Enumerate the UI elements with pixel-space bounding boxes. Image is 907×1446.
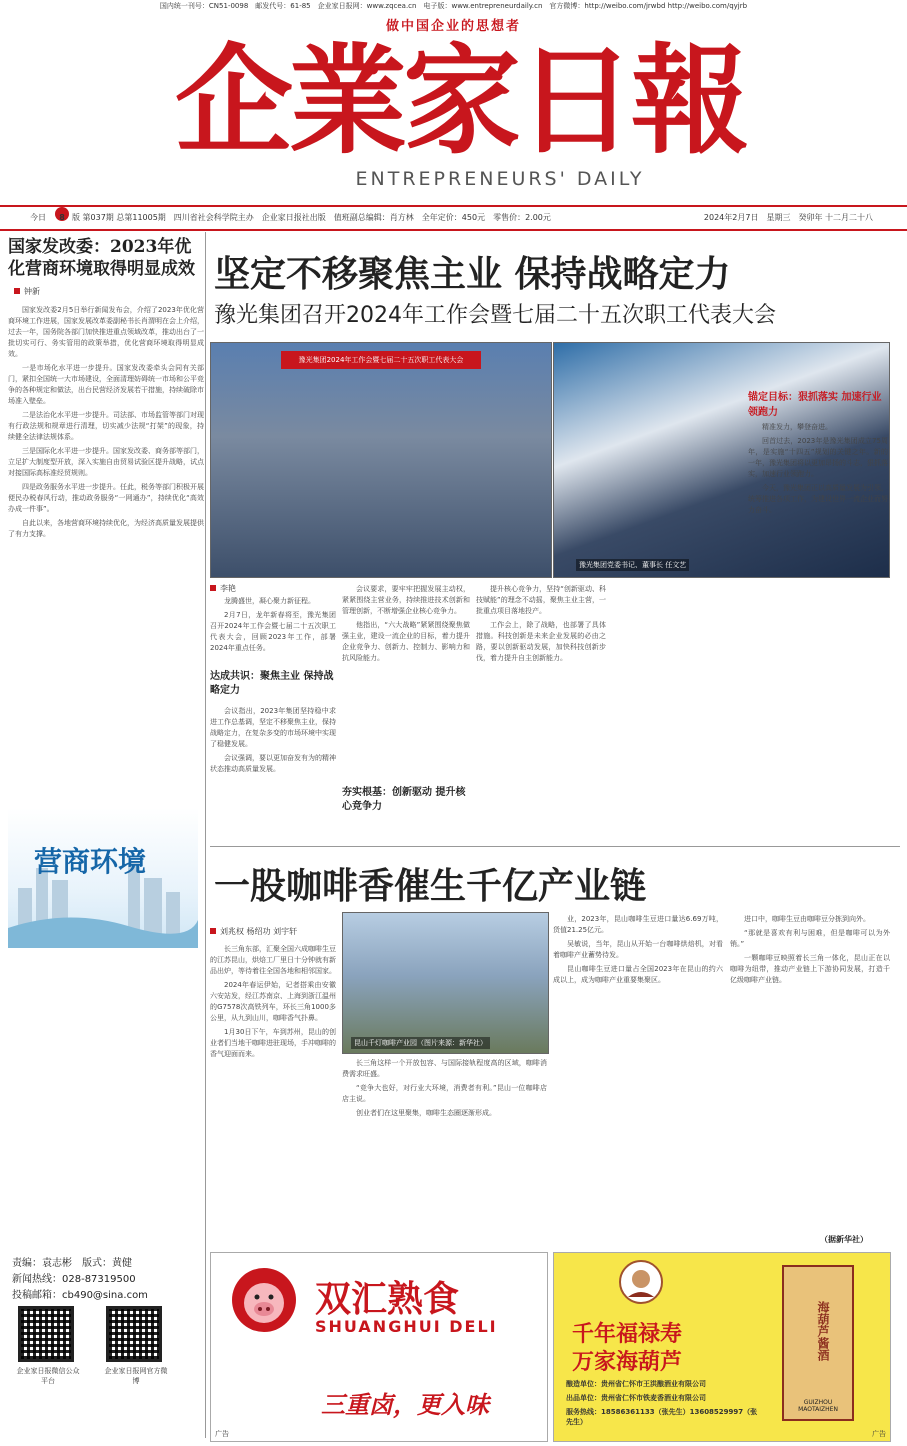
bottle-label: GUIZHOU MAOTAIZHEN (798, 1399, 838, 1413)
second-col-4 (730, 914, 890, 989)
second-paragraph: 创业者们在这里聚集，咖啡生态圈逐渐形成。 (356, 1109, 496, 1117)
column-divider (205, 232, 206, 1438)
masthead-english: ENTREPRENEURS' DAILY (355, 168, 645, 190)
main-col-1 (210, 596, 336, 657)
second-paragraph: 昆山咖啡生豆进口量占全国2023年在昆山的约六成以上，成为咖啡产业重要集聚区。 (553, 965, 723, 984)
shuanghui-ad[interactable] (210, 1252, 548, 1442)
ad-company-1: 酿造单位：贵州省仁怀市王洪酿酒业有限公司 (566, 1380, 706, 1388)
main-col-2 (342, 584, 470, 667)
sidebar-column (8, 236, 204, 543)
second-paragraph: “竞争大也好，对行业大环境，消费者有利。”昆山一位咖啡店店主说。 (342, 1084, 547, 1103)
main-paragraph: 工作会上，除了战略，也部署了具体措施。科技创新是未来企业发展的必由之路，要以创新驱动发展，加快科技创新步伐，着力提升自主创新能力。 (476, 621, 606, 662)
section-logo-text: 营商环境 (34, 845, 147, 878)
second-col-1 (210, 944, 336, 1063)
sidebar-byline: 钟新 (14, 286, 204, 297)
ad-hotline: 服务热线：18586361133（张先生）13608529997（张先生） (566, 1408, 758, 1426)
ad-brand-en: SHUANGHUI DELI (315, 1317, 498, 1336)
issue-date: 2024年2月7日 星期三 癸卯年 十二月二十八 (703, 213, 873, 222)
meeting-photo (210, 342, 552, 578)
liquor-bottle (782, 1265, 854, 1421)
header-top-line: 国内统一刊号：CN51-0098 邮发代号：61-85 企业家日报网：www.zqcea.cn 电子版：www.entrepreneurdaily.cn 官方微博：http://weibo.com/jrwbd http://weibo.com/qyjrb (159, 2, 748, 10)
second-paragraph: 1月30日下午，车到苏州，昆山的创业者们当地干咖啡进驻现场，手冲咖啡的香气迎面而来。 (210, 1028, 336, 1058)
second-headline: 一股咖啡香催生千亿产业链 (214, 865, 647, 907)
story-divider (210, 846, 900, 847)
main-paragraph: 今天，豫光集团正以高质量发展为引领，统筹推进各项工作，为建设世界一流企业而努力奋斗。 (748, 484, 888, 514)
ad-title-1: 千年福禄寿 (572, 1322, 683, 1347)
second-byline: 刘兆权 杨绍功 刘宇轩 (210, 926, 297, 937)
longevity-seal-icon (618, 1259, 664, 1305)
sidebar-paragraph: 一是市场化水平进一步提升。国家发改委牵头会同有关部门，紧扣全国统一大市场建设，全面清理妨碍统一市场和公平竞争的各种规定和做法，出台民营经济发展若干措施，持续破除市场准入壁垒。 (8, 364, 204, 405)
editor-credit: 责编：袁志彬 版式：黄健 (12, 1258, 132, 1269)
main-col-1b (210, 706, 336, 778)
main-paragraph: 会议要求，要牢牢把握发展主动权，紧紧围绕主营业务，持续推进技术创新和管理创新，不断增强企业核心竞争力。 (342, 585, 470, 615)
main-paragraph: 2月7日，龙年新春将至，豫光集团召开2024年工作会暨七届二十五次职工代表大会，回顾2023年工作，部署2024年重点任务。 (210, 611, 336, 652)
second-paragraph: 进口中，咖啡生豆由咖啡豆分拣到向外。 (744, 915, 870, 923)
second-paragraph: 吴敏说，当年，昆山从开始一台咖啡烘焙机，对看着咖啡产业蓄势待发。 (553, 940, 723, 959)
main-paragraph: 回首过去，2023年是豫光集团成立75周年，是实施“十四五”规划的关键之年。新的一年，豫光集团将以更加昂扬的斗志，狠抓落实，加速行业领跑力。 (748, 437, 888, 478)
pig-logo-icon (229, 1265, 299, 1335)
second-paragraph: 长三角这样一个开放包容、与国际接轨程度高的区域，咖啡消费需求旺盛。 (342, 1059, 547, 1078)
main-paragraph: 龙腾盛世，凝心聚力新征程。 (224, 597, 315, 605)
news-hotline: 新闻热线：028-87319500 (12, 1274, 136, 1285)
today-label: 今日 (30, 213, 46, 222)
slogan: 做中国企业的思想者 (385, 19, 521, 34)
second-source: （据新华社） (820, 1235, 868, 1244)
main-subhead-1: 达成共识：聚焦主业 保持战略定力 (210, 671, 334, 696)
main-paragraph: 会议指出，2023年集团坚持稳中求进工作总基调，坚定不移聚焦主业，保持战略定力，在复杂多变的市场环境中实现了稳健发展。 (210, 707, 336, 748)
second-paragraph: 长三角东部，汇聚全国六成咖啡生豆的江苏昆山，烘焙工厂里日十分钟就有新品出炉，等待着往全国各地和相邻国家。 (210, 945, 336, 975)
haihulu-ad[interactable] (553, 1252, 891, 1442)
main-subheadline: 豫光集团召开2024年工作会暨七届二十五次职工代表大会 (214, 303, 776, 328)
second-paragraph: “那就是喜欢有利与困难，但是咖啡可以为外销。” (730, 929, 890, 948)
masthead-title: 企業家日報 (174, 31, 745, 170)
main-paragraph: 会议强调，要以更加奋发有为的精神状态推动高质量发展。 (210, 754, 336, 773)
second-paragraph: 一颗咖啡豆映照着长三角一体化，昆山正在以咖啡为纽带，推动产业链上下游协同发展，打造千亿级咖啡产业链。 (730, 954, 890, 984)
main-headline: 坚定不移聚焦主业 保持战略定力 (214, 253, 731, 295)
weibo-qr-code[interactable] (106, 1306, 162, 1362)
edition-info: 版 第037期 总第11005期 四川省社会科学院主办 企业家日报社出版 值班副总编辑：肖方林 全年定价：450元 零售价：2.00元 (72, 213, 551, 222)
sidebar-paragraph: 二是法治化水平进一步提升。司法部、市场监管等部门对现有行政法规和规章进行清理，切实减少法规“打架”的现象，持续健全法律法规体系。 (8, 411, 204, 441)
wechat-qr-code[interactable] (18, 1306, 74, 1362)
contact-box (12, 1256, 200, 1304)
section-logo-box (8, 808, 198, 948)
masthead-logo (150, 31, 770, 170)
second-paragraph: 2024年春运伊始，记者搭乘由安徽六安站发，经江苏南京、上海到浙江温州的G7578次高铁列车，环长三角1000多公里，从九到山川，咖啡香气扑鼻。 (210, 981, 336, 1022)
ad-label: 广告 (215, 1430, 229, 1438)
coffee-photo-caption: 昆山千灯咖啡产业园（图片来源：新华社） (351, 1037, 490, 1049)
main-col-4 (748, 422, 888, 519)
qr-label-wechat: 企业家日报微信公众平台 (16, 1367, 80, 1385)
speaker-caption: 豫光集团党委书记、董事长 任文艺 (576, 559, 689, 571)
sidebar-body (8, 305, 204, 540)
sidebar-title: 国家发改委：2023年优化营商环境取得明显成效 (8, 237, 195, 279)
sidebar-paragraph: 四是政务服务水平进一步提升。任此，税务等部门积极开展便民办税春风行动，推动政务服务“一网通办”，持续优化“高效办成一件事”。 (8, 483, 204, 513)
second-col-3 (553, 914, 723, 989)
ad-title-2: 万家海葫芦 (572, 1350, 683, 1375)
ad-slogan: 三重卤，更入味 (321, 1390, 489, 1419)
main-paragraph: 提升核心竞争力，坚持“创新驱动、科技赋能”的理念不动摇，聚焦主业主营，一批重点项目落地投产。 (476, 585, 606, 615)
submission-email[interactable]: 投稿邮箱：cb490@sina.com (12, 1290, 148, 1301)
main-paragraph: 他指出，“六大战略”紧紧围绕聚焦做强主业，建设一流企业的目标，着力提升企业竞争力、创新力、控制力、影响力和抗风险能力。 (342, 621, 470, 662)
sidebar-paragraph: 三是国际化水平进一步提升。国家发改委、商务部等部门，立足扩大制度型开放，深入实施自由贸易试验区提升战略，试点对接国际高标准经贸规则。 (8, 447, 204, 477)
main-subhead-2: 夯实根基：创新驱动 提升核心竞争力 (342, 787, 466, 812)
coffee-park-photo (342, 912, 549, 1054)
main-subhead-3: 锚定目标：狠抓落实 加速行业领跑力 (748, 392, 882, 418)
main-byline: 李艳 (210, 583, 236, 594)
sidebar-paragraph: 自此以来，各地营商环境持续优化，为经济高质量发展提供了有力支撑。 (8, 519, 204, 538)
second-paragraph: 业，2023年，昆山咖啡生豆进口量达6.69万吨，货值21.25亿元。 (553, 915, 723, 934)
ad-label: 广告 (872, 1430, 886, 1438)
meeting-banner: 豫光集团2024年工作会暨七届二十五次职工代表大会 (281, 351, 481, 369)
sidebar-paragraph: 国家发改委2月5日举行新闻发布会，介绍了2023年优化营商环境工作进展，国家发展改革委副秘书长肖渭明在会上介绍，过去一年，国务院各部门加快推进重点领域改革，推动出台了一批切实可行、务实管用的政策举措，优化营商环境取得明显成效。 (8, 306, 204, 358)
main-col-3 (476, 584, 606, 667)
page-count-badge: 8 (55, 207, 69, 221)
ad-brand-cn: 双汇熟食 (315, 1279, 460, 1320)
ad-company-2: 出品单位：贵州省仁怀市铁麦香酒业有限公司 (566, 1394, 706, 1402)
qr-label-weibo: 企业家日报网官方微博 (104, 1367, 168, 1385)
bottle-brand: 海葫芦酱酒 (816, 1301, 830, 1361)
info-bar (0, 205, 907, 231)
second-col-2 (342, 1058, 547, 1122)
main-paragraph: 精准发力，攀登奋进。 (762, 423, 832, 431)
